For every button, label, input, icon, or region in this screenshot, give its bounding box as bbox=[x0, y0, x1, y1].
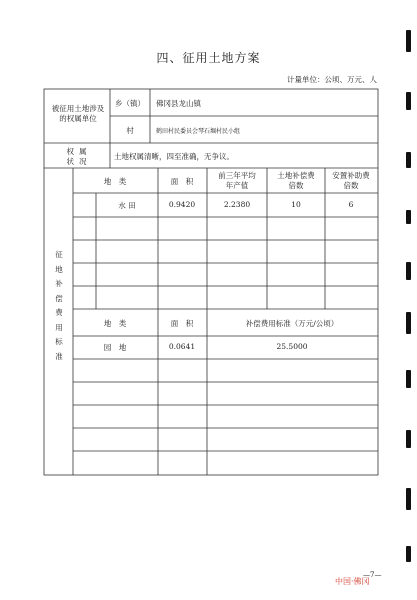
binding-mark bbox=[406, 210, 411, 224]
binding-mark bbox=[406, 546, 411, 562]
binding-mark bbox=[406, 312, 411, 334]
t1-row1-land-comp-multiple: 10 bbox=[291, 200, 301, 209]
t1-header-land-type: 地 类 bbox=[103, 177, 127, 186]
t2-header-comp-standard: 补偿费用标准（万元/公顷） bbox=[245, 319, 339, 328]
binding-mark bbox=[406, 430, 411, 448]
t1-header-resettle-multiple: 安置补助费倍数 bbox=[332, 171, 370, 190]
t1-row1-avg-output: 2.2380 bbox=[223, 200, 251, 209]
watermark-logo: 中国·佛冈 bbox=[335, 577, 370, 586]
t2-header-area: 面 积 bbox=[170, 319, 194, 328]
owner-label: 被征用土地涉及的权属单位 bbox=[51, 104, 105, 123]
t2-row1-comp-standard: 25.5000 bbox=[276, 342, 308, 351]
t1-row1-resettle-multiple: 6 bbox=[348, 200, 354, 209]
t1-header-land-comp-multiple: 土地补偿费倍数 bbox=[277, 171, 315, 190]
cun-value: 鹤田村民委员会琴石堀村民小组 bbox=[156, 128, 241, 135]
ownership-status-value: 土地权属清晰，四至准确，无争议。 bbox=[114, 152, 234, 161]
binding-mark bbox=[406, 30, 411, 52]
binding-mark bbox=[406, 92, 411, 110]
cun-label: 村 bbox=[126, 126, 134, 135]
binding-mark bbox=[406, 488, 411, 510]
t2-row1-land-type: 园 地 bbox=[103, 343, 127, 352]
t2-header-land-type: 地 类 bbox=[103, 319, 127, 328]
xiang-label: 乡（镇） bbox=[115, 99, 145, 108]
t1-header-avg-output: 前三年平均年产值 bbox=[218, 171, 256, 190]
t1-header-area: 面 积 bbox=[170, 177, 194, 186]
t1-row1-area: 0.9420 bbox=[168, 200, 196, 209]
unit-note: 计量单位：公顷、万元、人 bbox=[287, 75, 377, 84]
xiang-value: 佛冈县龙山镇 bbox=[156, 99, 201, 108]
page-number: —7— bbox=[363, 571, 382, 579]
page-title: 四、征用土地方案 bbox=[156, 51, 261, 65]
binding-mark bbox=[406, 262, 411, 280]
t2-row1-area: 0.0641 bbox=[168, 342, 196, 351]
t1-row1-land-type: 水 田 bbox=[118, 201, 136, 210]
binding-mark bbox=[406, 152, 411, 168]
compensation-label: 征地补偿费用标准 bbox=[55, 250, 63, 361]
ownership-status-label: 权属状况 bbox=[66, 147, 92, 166]
binding-mark bbox=[406, 370, 411, 388]
